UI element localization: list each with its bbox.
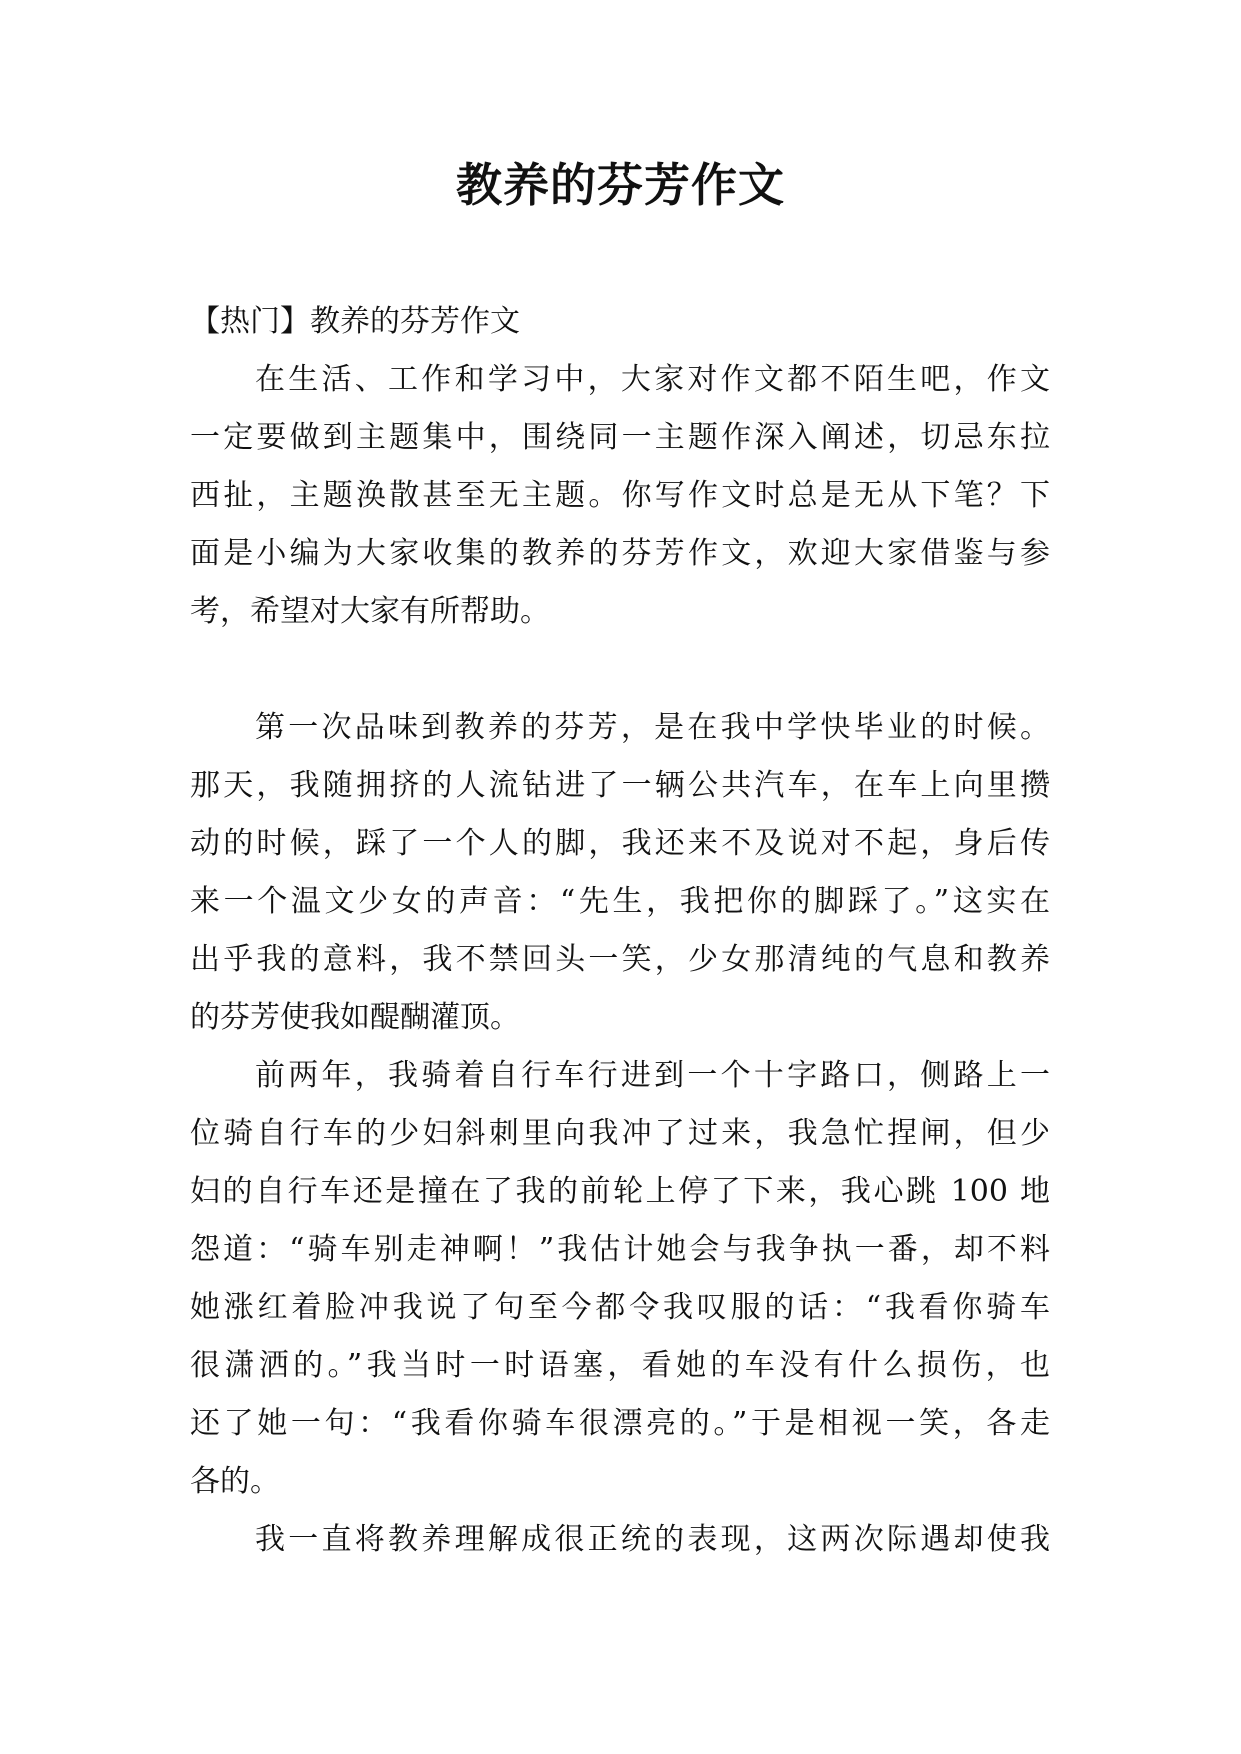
- text-line: 面是小编为大家收集的教养的芬芳作文，欢迎大家借鉴与参: [190, 536, 1050, 571]
- text-line: 第一次品味到教养的芬芳，是在我中学快毕业的时候。: [255, 710, 1050, 745]
- paragraph-gap: [190, 641, 1050, 699]
- document-subtitle: 【热门】教养的芬芳作文: [190, 304, 520, 339]
- text-line: 那天，我随拥挤的人流钻进了一辆公共汽车，在车上向里攒: [190, 768, 1050, 803]
- document-body: [190, 293, 1050, 1569]
- text-line: 位骑自行车的少妇斜刺里向我冲了过来，我急忙捏闸，但少: [190, 1116, 1050, 1151]
- text-line: 出乎我的意料，我不禁回头一笑，少女那清纯的气息和教养: [190, 942, 1050, 977]
- text-line: 怨道：“骑车别走神啊！”我估计她会与我争执一番，却不料: [190, 1232, 1050, 1267]
- text-line: 我一直将教养理解成很正统的表现，这两次际遇却使我: [255, 1522, 1050, 1557]
- text-line: 动的时候，踩了一个人的脚，我还来不及说对不起，身后传: [190, 826, 1050, 861]
- text-line: 在生活、工作和学习中，大家对作文都不陌生吧，作文: [255, 362, 1050, 397]
- text-line: 的芬芳使我如醍醐灌顶。: [190, 1000, 520, 1035]
- document-title: 教养的芬芳作文: [456, 158, 785, 212]
- text-line: 考，希望对大家有所帮助。: [190, 594, 550, 629]
- text-line: 各的。: [190, 1464, 280, 1499]
- text-line: 妇的自行车还是撞在了我的前轮上停了下来，我心跳 100 地: [190, 1174, 1050, 1209]
- text-line: 还了她一句：“我看你骑车很漂亮的。”于是相视一笑，各走: [190, 1406, 1050, 1441]
- text-line: 一定要做到主题集中，围绕同一主题作深入阐述，切忌东拉: [190, 420, 1050, 455]
- text-line: 西扯，主题涣散甚至无主题。你写作文时总是无从下笔？下: [190, 478, 1050, 513]
- text-line: 来一个温文少女的声音：“先生，我把你的脚踩了。”这实在: [190, 884, 1050, 919]
- text-line: 她涨红着脸冲我说了句至今都令我叹服的话：“我看你骑车: [190, 1290, 1050, 1325]
- text-line: 很潇洒的。”我当时一时语塞，看她的车没有什么损伤，也: [190, 1348, 1050, 1383]
- text-line: 前两年，我骑着自行车行进到一个十字路口，侧路上一: [255, 1058, 1050, 1093]
